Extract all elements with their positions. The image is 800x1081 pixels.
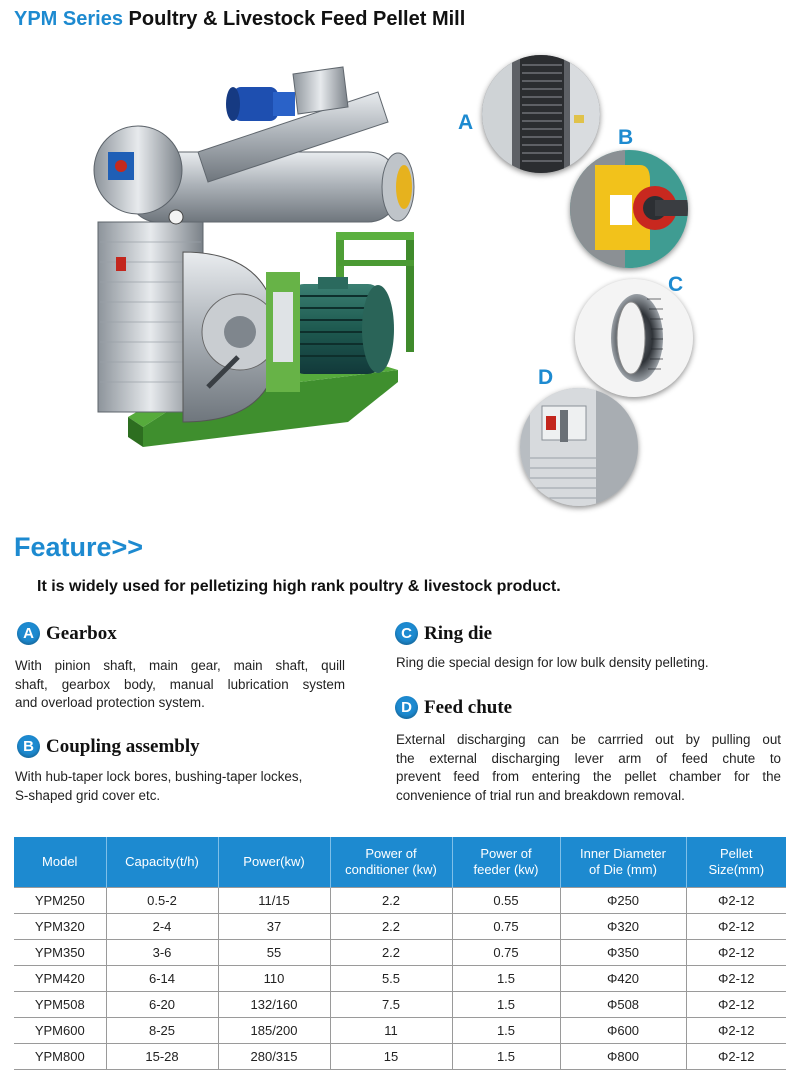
cell-feeder-power: 1.5 bbox=[452, 1044, 560, 1070]
cell-power: 280/315 bbox=[218, 1044, 330, 1070]
title-series: YPM Series bbox=[14, 8, 123, 30]
cell-pellet-size: Φ2-12 bbox=[686, 940, 786, 966]
cell-capacity: 8-25 bbox=[106, 1018, 218, 1044]
feature-b-line: With hub-taper lock bores, bushing-taper lockes, bbox=[15, 769, 303, 784]
cell-die-diameter: Φ420 bbox=[560, 966, 686, 992]
feature-a-line: and overload protection system. bbox=[15, 695, 205, 710]
rotor-close-up-image bbox=[482, 55, 600, 173]
cell-feeder-power: 0.75 bbox=[452, 914, 560, 940]
cell-power: 110 bbox=[218, 966, 330, 992]
cell-conditioner-power: 2.2 bbox=[330, 914, 452, 940]
cell-pellet-size: Φ2-12 bbox=[686, 992, 786, 1018]
cell-model: YPM350 bbox=[14, 940, 106, 966]
header-line: Power of bbox=[365, 846, 417, 861]
feature-d-header bbox=[395, 696, 512, 719]
cell-die-diameter: Φ350 bbox=[560, 940, 686, 966]
cell-feeder-power: 0.75 bbox=[452, 940, 560, 966]
detail-letter-c: C bbox=[668, 273, 684, 296]
yellow-coupling-image bbox=[570, 150, 688, 268]
feature-a-description bbox=[15, 657, 345, 713]
feature-heading: Feature>> bbox=[14, 532, 144, 562]
cell-model: YPM800 bbox=[14, 1044, 106, 1070]
cell-capacity: 6-14 bbox=[106, 966, 218, 992]
header-line: conditioner (kw) bbox=[345, 862, 437, 877]
cell-capacity: 6-20 bbox=[106, 992, 218, 1018]
detail-letter-d: D bbox=[538, 366, 554, 389]
header-line: feeder (kw) bbox=[473, 862, 539, 877]
feature-d-description bbox=[396, 731, 781, 805]
cell-conditioner-power: 15 bbox=[330, 1044, 452, 1070]
feature-b-header bbox=[17, 735, 200, 758]
feature-intro: It is widely used for pelletizing high rank poultry & livestock product. bbox=[37, 578, 561, 595]
cell-power: 55 bbox=[218, 940, 330, 966]
cell-conditioner-power: 7.5 bbox=[330, 992, 452, 1018]
cell-die-diameter: Φ600 bbox=[560, 1018, 686, 1044]
cell-capacity: 2-4 bbox=[106, 914, 218, 940]
cell-die-diameter: Φ320 bbox=[560, 914, 686, 940]
header-power bbox=[218, 837, 330, 888]
detail-d-feed-chute bbox=[520, 388, 638, 506]
cell-model: YPM320 bbox=[14, 914, 106, 940]
cell-die-diameter: Φ250 bbox=[560, 888, 686, 914]
header-line: Size(mm) bbox=[708, 862, 765, 877]
table-row bbox=[14, 940, 786, 966]
detail-letter-b: B bbox=[618, 126, 634, 149]
header-die-diameter bbox=[560, 837, 686, 888]
feature-a-title: Gearbox bbox=[46, 622, 117, 644]
header-line: Model bbox=[42, 854, 78, 869]
cell-model: YPM508 bbox=[14, 992, 106, 1018]
feature-a-line: With pinion shaft, main gear, main shaft, quill bbox=[15, 658, 345, 673]
feature-c-badge: C bbox=[395, 622, 418, 645]
header-line: Power(kw) bbox=[243, 854, 305, 869]
cell-feeder-power: 0.55 bbox=[452, 888, 560, 914]
spec-table-body bbox=[14, 888, 786, 1070]
detail-letter-a: A bbox=[458, 111, 474, 134]
table-row bbox=[14, 1018, 786, 1044]
header-capacity bbox=[106, 837, 218, 888]
cell-model: YPM420 bbox=[14, 966, 106, 992]
feature-c-title: Ring die bbox=[424, 622, 493, 644]
feature-d-line: convenience of trial run and breakdown removal. bbox=[396, 787, 685, 803]
cell-power: 132/160 bbox=[218, 992, 330, 1018]
header-pellet-size bbox=[686, 837, 786, 888]
cell-conditioner-power: 11 bbox=[330, 1018, 452, 1044]
feature-b-title: Coupling assembly bbox=[46, 735, 200, 757]
table-row bbox=[14, 966, 786, 992]
feature-c-description bbox=[396, 654, 781, 673]
cell-die-diameter: Φ508 bbox=[560, 992, 686, 1018]
cell-feeder-power: 1.5 bbox=[452, 966, 560, 992]
feature-d-line: External discharging can be carrried out by pulling out bbox=[396, 732, 781, 747]
header-line: Power of bbox=[480, 846, 532, 861]
cell-pellet-size: Φ2-12 bbox=[686, 1044, 786, 1070]
cell-pellet-size: Φ2-12 bbox=[686, 966, 786, 992]
detail-b-coupling bbox=[570, 150, 688, 268]
spec-table bbox=[14, 837, 786, 1070]
feature-b-line: S-shaped grid cover etc. bbox=[15, 787, 161, 803]
detail-a-rotor bbox=[482, 55, 600, 173]
header-conditioner-power bbox=[330, 837, 452, 888]
feature-b-badge: B bbox=[17, 735, 40, 758]
feature-d-title: Feed chute bbox=[424, 696, 513, 718]
cell-die-diameter: Φ800 bbox=[560, 1044, 686, 1070]
header-line: Capacity(t/h) bbox=[125, 854, 199, 869]
title-product: Poultry & Livestock Feed Pellet Mill bbox=[128, 8, 466, 30]
cell-capacity: 15-28 bbox=[106, 1044, 218, 1070]
table-row bbox=[14, 1044, 786, 1070]
feature-a-badge: A bbox=[17, 622, 40, 645]
page-title bbox=[14, 8, 465, 31]
cell-power: 185/200 bbox=[218, 1018, 330, 1044]
cell-power: 37 bbox=[218, 914, 330, 940]
cell-feeder-power: 1.5 bbox=[452, 992, 560, 1018]
cell-model: YPM250 bbox=[14, 888, 106, 914]
table-row bbox=[14, 914, 786, 940]
feature-b-description bbox=[15, 768, 355, 805]
cell-power: 11/15 bbox=[218, 888, 330, 914]
cell-pellet-size: Φ2-12 bbox=[686, 914, 786, 940]
cell-capacity: 0.5-2 bbox=[106, 888, 218, 914]
feature-d-line: the external discharging lever arm of feed chute to bbox=[396, 750, 781, 766]
cell-capacity: 3-6 bbox=[106, 940, 218, 966]
feature-a-header bbox=[17, 622, 117, 645]
header-line: Inner Diameter bbox=[580, 846, 666, 861]
cell-conditioner-power: 2.2 bbox=[330, 888, 452, 914]
header-line: of Die (mm) bbox=[589, 862, 657, 877]
feature-d-line: prevent feed from entering the pellet chamber for the bbox=[396, 769, 781, 784]
cell-feeder-power: 1.5 bbox=[452, 1018, 560, 1044]
feature-a-line: shaft, gearbox body, manual lubrication system bbox=[15, 676, 345, 692]
header-line: Pellet bbox=[719, 846, 753, 861]
feature-c-header bbox=[395, 622, 492, 645]
spec-table-header bbox=[14, 837, 786, 888]
pellet-mill-illustration bbox=[88, 52, 438, 472]
table-row bbox=[14, 992, 786, 1018]
cell-pellet-size: Φ2-12 bbox=[686, 888, 786, 914]
header-feeder-power bbox=[452, 837, 560, 888]
cell-pellet-size: Φ2-12 bbox=[686, 1018, 786, 1044]
feature-d-badge: D bbox=[395, 696, 418, 719]
cell-conditioner-power: 5.5 bbox=[330, 966, 452, 992]
header-model bbox=[14, 837, 106, 888]
cell-model: YPM600 bbox=[14, 1018, 106, 1044]
cell-conditioner-power: 2.2 bbox=[330, 940, 452, 966]
table-row bbox=[14, 888, 786, 914]
feature-c-line: Ring die special design for low bulk density pelleting. bbox=[396, 655, 709, 670]
feed-chute-image bbox=[520, 388, 638, 506]
